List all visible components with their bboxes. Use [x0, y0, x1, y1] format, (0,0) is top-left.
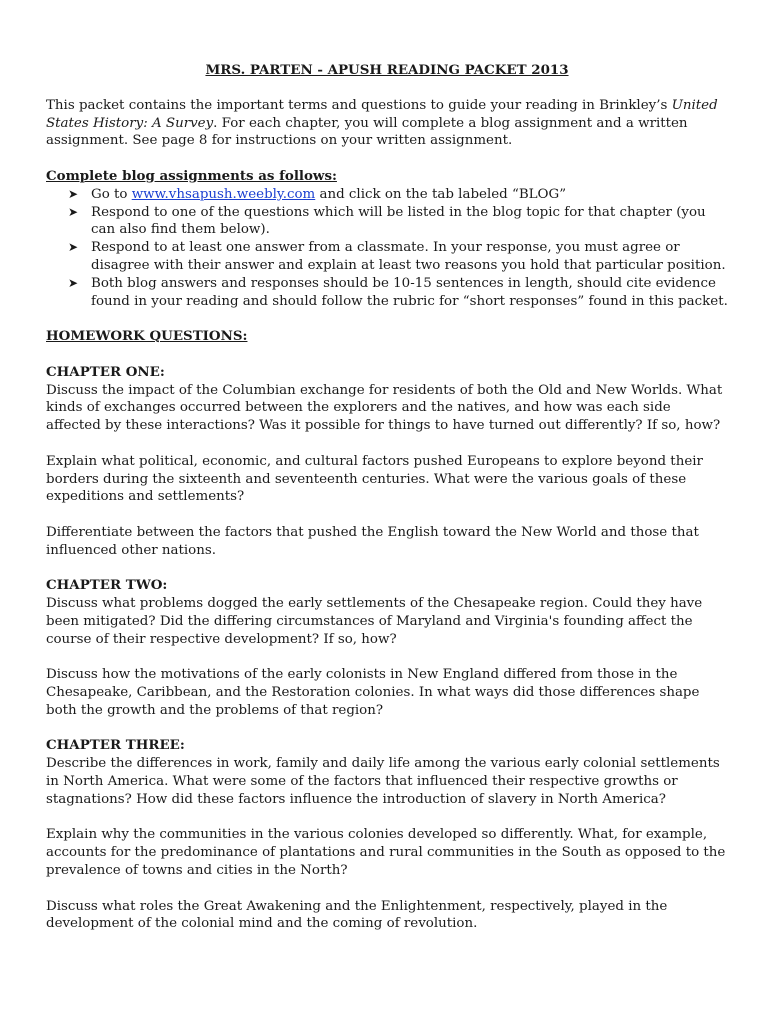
- arrow-bullet-icon: ➤: [68, 186, 79, 201]
- list-item: [46, 239, 728, 275]
- chapter-one: [46, 364, 728, 560]
- item1-post: and click on the tab labeled “BLOG”: [315, 186, 567, 202]
- item3-text: Respond to at least one answer from a classmate. In your response, you must agree or disagree with their answer and explain at least two reasons you hold that particular position.: [91, 240, 726, 273]
- item2-text: Respond to one of the questions which will be listed in the blog topic for that chapter (you can also find them below).: [91, 204, 706, 238]
- question-text: Discuss how the motivations of the early colonists in New England differed from those in the Chesapeake, Caribbean, and the Restoration colonies. In what ways did those differences shape both the growth and the problems of that region?: [46, 667, 700, 718]
- arrow-bullet-icon: ➤: [68, 275, 79, 290]
- question-text: Discuss what roles the Great Awakening and the Enlightenment, respectively, played in the development of the colonial mind and the coming of revolution.: [46, 898, 668, 932]
- list-item: [46, 186, 728, 204]
- question-text: Explain what political, economic, and cultural factors pushed Europeans to explore beyond their borders during the sixteenth and seventeenth centuries. What were the various goals of these expeditions and settlements?: [46, 453, 703, 505]
- intro-text-2: . For each chapter, you will complete a blog assignment and a written assignment. See page 8 for instructions on your written assignment.: [46, 115, 688, 149]
- chapter-three: [46, 737, 728, 933]
- question-text: Describe the differences in work, family and daily life among the various early colonial settlements in North America. What were some of the factors that influenced their respective growths or stagnations? How did these factors influence the introduction of slavery in North America?: [46, 756, 720, 807]
- book-title: United States History: A Survey: [46, 97, 718, 131]
- blog-instructions-list: [46, 186, 728, 311]
- item4-text: Both blog answers and responses should be 10-15 sentences in length, should cite evidence found in your reading and should follow the rubric for “short responses” found in this packet.: [91, 275, 728, 309]
- arrow-bullet-icon: ➤: [68, 240, 79, 255]
- chapter-heading: CHAPTER ONE:: [46, 363, 165, 380]
- intro-text-1: This packet contains the important terms and questions to guide your reading in Brinkley’s: [46, 97, 672, 113]
- question-text: Differentiate between the factors that pushed the English toward the New World and those that influenced other nations.: [46, 524, 699, 558]
- arrow-bullet-icon: ➤: [68, 204, 79, 219]
- question-text: Explain why the communities in the various colonies developed so differently. What, for example, accounts for the predominance of plantations and rural communities in the South as opposed to the prevalence of towns and cities in the North?: [46, 827, 726, 879]
- question-text: Discuss what problems dogged the early settlements of the Chesapeake region. Could they have been mitigated? Did the differing circumstances of Maryland and Virginia's founding affect the course of their respective development? If so, how?: [46, 596, 703, 647]
- list-item: [46, 204, 728, 240]
- item1-pre: Go to: [91, 186, 132, 202]
- list-item: [46, 275, 728, 311]
- chapter-heading: CHAPTER THREE:: [46, 737, 185, 754]
- chapter-two: [46, 577, 728, 719]
- intro-paragraph: [46, 97, 728, 150]
- blog-heading: Complete blog assignments as follows:: [46, 167, 337, 184]
- question-text: Discuss the impact of the Columbian exchange for residents of both the Old and New Worlds. What kinds of exchanges occurred between the explorers and the natives, and how was each side affected by these interactions? Was it possible for things to have turned out differently? If so, how?: [46, 382, 723, 434]
- blog-site-link[interactable]: www.vhsapush.weebly.com: [131, 186, 316, 202]
- homework-heading: HOMEWORK QUESTIONS:: [46, 328, 248, 345]
- chapter-heading: CHAPTER TWO:: [46, 577, 168, 594]
- document-title: MRS. PARTEN - APUSH READING PACKET 2013: [205, 62, 569, 78]
